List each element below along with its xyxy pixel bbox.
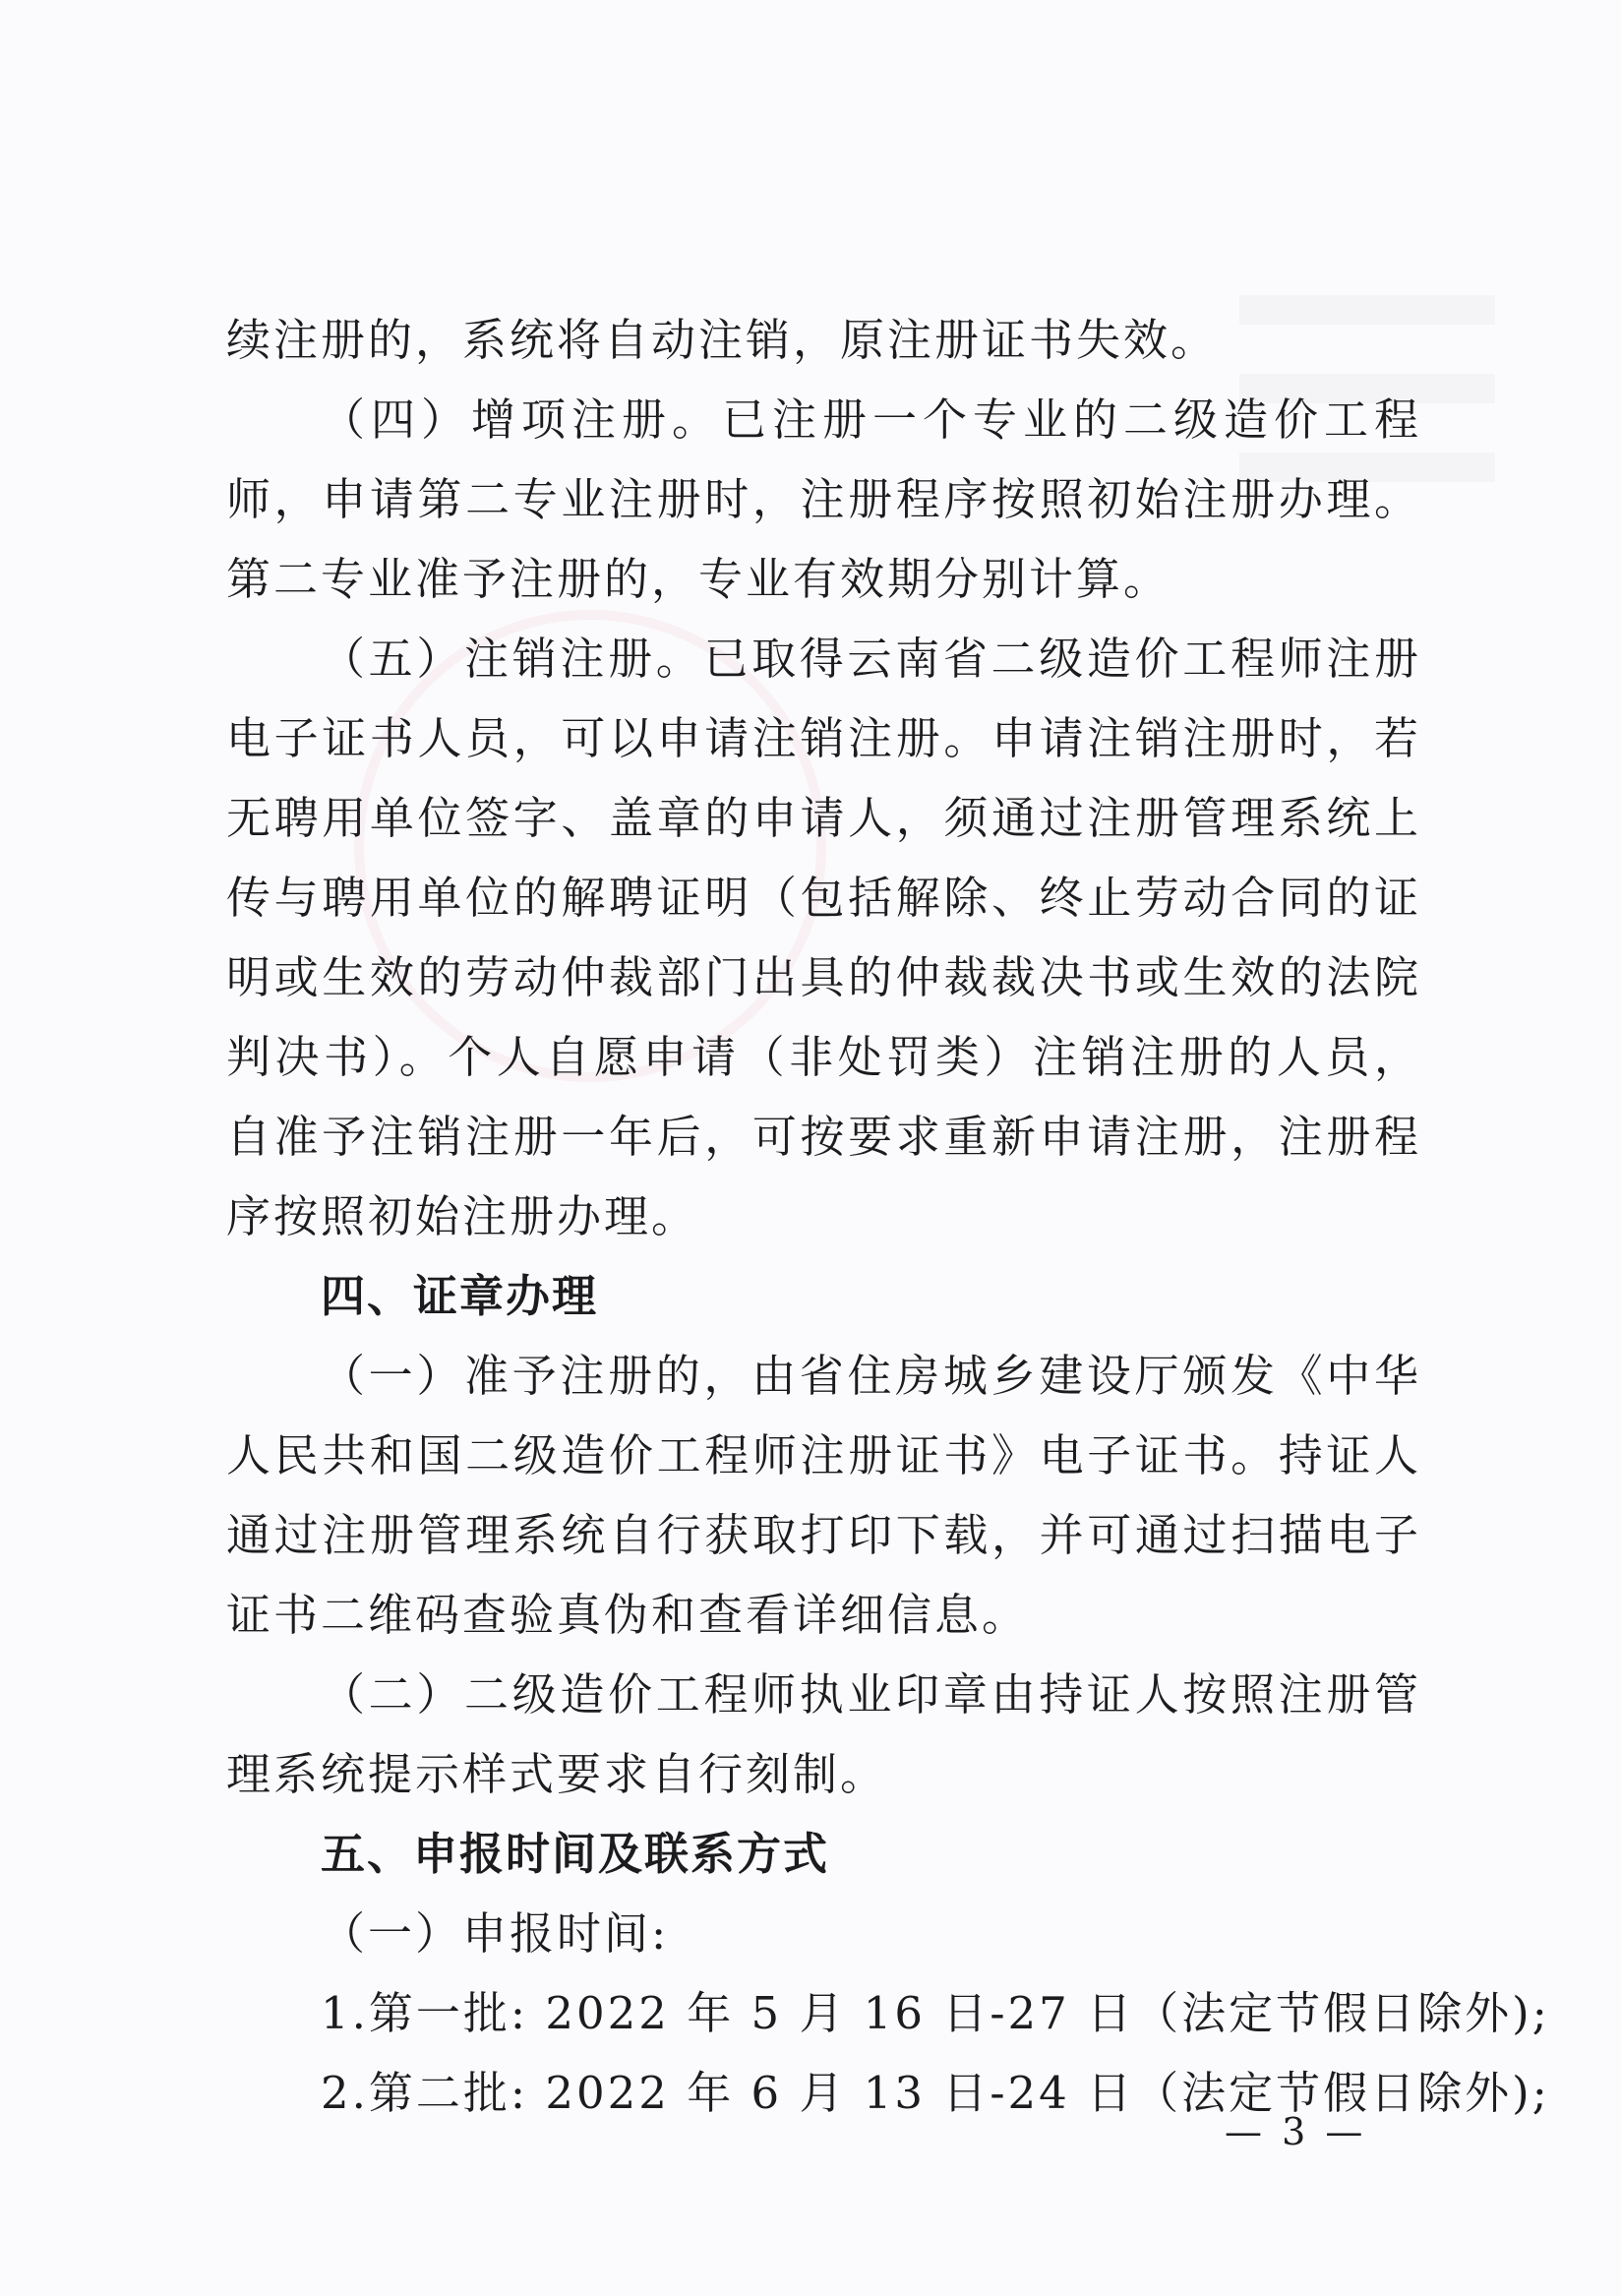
paragraph-continuation: 续注册的，系统将自动注销，原注册证书失效。 [226, 314, 1219, 366]
subheading-application-time: （一）申报时间: [321, 1907, 670, 1960]
section-heading-certificates: 四、证章办理 [321, 1270, 599, 1322]
paragraph-additional-registration: （四）增项注册。已注册一个专业的二级造价工程师，申请第二专业注册时，注册程序按照初始注册办理。第二专业准予注册的，专业有效期分别计算。 [226, 393, 1421, 605]
document-body [226, 300, 1550, 2133]
section-heading-schedule-contact: 五、申报时间及联系方式 [321, 1828, 830, 1880]
paragraph-cancellation-registration: （五）注销注册。已取得云南省二级造价工程师注册电子证书人员，可以申请注销注册。申请注销注册时，若无聘用单位签字、盖章的申请人，须通过注册管理系统上传与聘用单位的解聘证明（包括解除、终止劳动合同的证明或生效的劳动仲裁部门出具的仲裁裁决书或生效的法院判决书）。个人自愿申请（非处罚类）注销注册的人员，自准予注销注册一年后，可按要求重新申请注册，注册程序按照初始注册办理。 [226, 633, 1421, 1242]
schedule-batch-2: 2.第二批: 2022 年 6 月 13 日-24 日（法定节假日除外); [321, 2067, 1550, 2119]
schedule-batch-1: 1.第一批: 2022 年 5 月 16 日-27 日（法定节假日除外); [321, 1987, 1550, 2039]
paragraph-practice-seal: （二）二级造价工程师执业印章由持证人按照注册管理系统提示样式要求自行刻制。 [226, 1668, 1421, 1800]
paragraph-electronic-certificate: （一）准予注册的，由省住房城乡建设厅颁发《中华人民共和国二级造价工程师注册证书》电子证书。持证人通过注册管理系统自行获取打印下载，并可通过扫描电子证书二维码查验真伪和查看详细信息。 [226, 1350, 1421, 1641]
page-number: — 3 — [1225, 2110, 1367, 2153]
